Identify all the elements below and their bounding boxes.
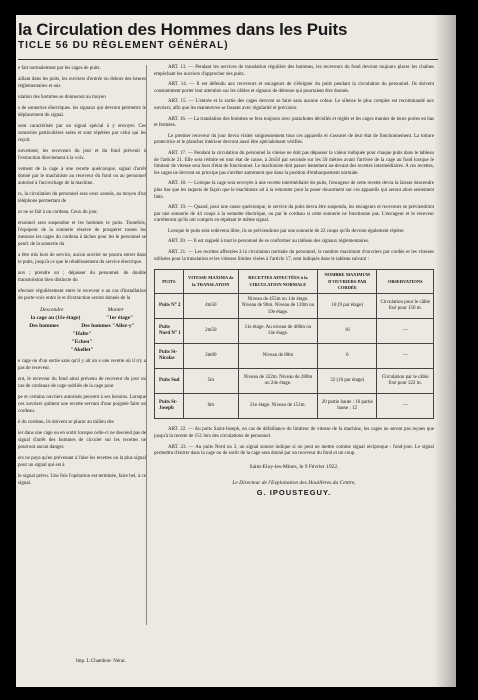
- table-cell: 6: [318, 344, 377, 369]
- article-paragraph: ART. 13. — Pendant les services de translation régulière des hommes, les receveurs du fond devront toujours placer les chaînes empêchant les ouvriers d'approcher des puits.: [154, 65, 434, 77]
- table-header: NOMBRE MAXIMUM D'OUVRIERS PAR CORDÉE: [318, 270, 377, 294]
- left-paragraph: ent, le receveur du fond ainsi prévenu de receveur du jour ou cas de cordeaux de cage oubliés de la cage pour: [18, 377, 146, 389]
- left-paragraph: vement de la cage à une recette quelconque, signal d'arrêt donné par le machiniste au receveur du fond ou au personnel autorisé à l'accrochage de la machine.: [18, 167, 146, 186]
- table-cell: Niveau de 80m: [238, 344, 317, 369]
- table-cell: 6m: [183, 394, 238, 419]
- issue-date: Saint-Eloy-les-Mines, le 9 Février 1922.: [249, 463, 339, 470]
- table-cell: —: [377, 394, 434, 419]
- article-paragraph: ART. 18. — Lorsque la cage sera envoyée à une recette intermédiaire du puits, l'encageur de cette recette devra la laisser descendre plus bas que les taquets de façon que le machiniste ait à la remonter pour la poser doucement sur ces appareils qui seront alors seulement faits.: [154, 181, 434, 200]
- printer-mark: Imp. L.Chambon- Nérac.: [76, 659, 127, 664]
- table-row: [155, 294, 434, 319]
- article-paragraph: ART. 21. — Les recettes affectées à la circulation normale du personnel, le nombre maximum d'ouvriers par cordée et les vitesses utilisées pour la translation et les vitesses limites visées à l'article 17, sont indiqués dans le tableau suivant :: [154, 250, 434, 262]
- table-row: [155, 369, 434, 394]
- table-cell: Puits Sud: [155, 369, 184, 394]
- left-paragraph: le signal prévu. Une fois l'opération est terminée, faire bel, à ce signal.: [18, 474, 146, 486]
- figure-item: Des hommes "Allez-y": [81, 323, 135, 329]
- left-paragraph: s de sonneries électriques. les signaux qui devront permettre le déplacement du signal.: [18, 106, 146, 118]
- right-column: [154, 65, 434, 497]
- table-cell: 11e étage. Au niveau de 406m ou 14e étage.: [238, 319, 317, 344]
- table-cell: 2m50: [183, 319, 238, 344]
- figure-item: "Halte": [72, 331, 92, 337]
- left-paragraph: efectuer régulièrement entre le receveur e au cas d'installation de porte-voix entre le et d'extraction seront donnés de la: [18, 289, 146, 301]
- table-cell: Puits N° 2: [155, 294, 184, 319]
- left-paragraph: sont caractérisés par un signal spécial à y envoyer. Ces sonneries particulières ssées et sont répétées par celui qui les reçoit.: [18, 124, 146, 143]
- figure-item: "Abellet": [70, 347, 94, 353]
- director-line: Le Directeur de l'Exploitation des Houillères du Centre,: [232, 480, 356, 487]
- left-column: [18, 65, 147, 625]
- left-paragraph: ers ne paya qu'en prévenant à l'aise les recettes ou la plus signal pour un signal qui est à: [18, 456, 146, 468]
- left-paragraph: e cage ou d'un sortie sans qu'il y ait un e une recette où il n'y a pas de receveur.: [18, 359, 146, 371]
- left-paragraph: ouvement, les receveurs du jour et du fond prévenir à l'extraction directement à la voix.: [18, 149, 146, 161]
- article-paragraph: ART. 20. — Il est rappelé à tout le personnel de se conformer au tableau des signaux réglementaires.: [168, 239, 370, 245]
- table-cell: Puits St-Nicolas: [155, 344, 184, 369]
- table-cell: 18 (9 par étage): [318, 294, 377, 319]
- figure-item: "1er étage": [105, 315, 134, 321]
- figure-item: "Echeu": [71, 339, 93, 345]
- table-cell: 21e étage. Niveau de 151m.: [238, 394, 317, 419]
- table-cell: 4m50: [183, 294, 238, 319]
- page-title: la Circulation des Hommes dans les Puits: [18, 20, 348, 39]
- table-cell: Niveau de 455m ou 14e étage. Niveau de 96m. Niveau de 120m ou 19e étage.: [238, 294, 317, 319]
- left-paragraph: ulation des hommes se donneront au moyen: [18, 95, 106, 100]
- left-paragraph: rs, la circulation du personnel sera ceux sonnés, au moyen d'un téléphone permettant de: [18, 192, 146, 204]
- article-paragraph: Le premier receveur du jour devra visiter soigneusement tous ces appareils et s'assurer de leur état de fonctionnement. La toiture protectrice et le plancher intérieur devront aussi être spécialement vérifiés.: [154, 133, 434, 146]
- table-cell: Niveau de 322m. Niveau de 280m ou 24e étage.: [238, 369, 317, 394]
- table-cell: Puits St-Joseph: [155, 394, 184, 419]
- table-row: [155, 394, 434, 419]
- signal-figure: [18, 306, 146, 354]
- left-paragraph: é du cordeau, ils doivent se placer au milieu des: [18, 420, 114, 425]
- article-paragraph: Lorsque le puits sera redevenu libre, ils se préviendront par une sonnerie de 22 coups qu'ils devront également répéter.: [168, 228, 405, 234]
- article-paragraph: ART. 22. — Au puits Saint-Joseph, en cas de défaillance du limiteur de vitesse de la machine, les cages ne seront pas reçues que jusqu'à la recette de 151 lors des circulations de personnel.: [154, 427, 434, 440]
- notice-sheet: [16, 15, 456, 687]
- signature: G. IPOUSTEGUY.: [256, 488, 332, 498]
- table-row: [155, 344, 434, 369]
- left-paragraph: ur ne se fait à un cordeau. Ceux du jour.: [18, 210, 98, 215]
- article-paragraph: ART. 23. — Au puits Nord no 2, un signal sonore indique si on peut ne mettre comme signal réciproque : fond-jour. Le signal permettra d'entrer dans la cage ou de sortir de la cage sera donné par un receveur du fond et un coup.: [154, 444, 434, 457]
- page-subtitle: TICLE 56 DU RÈGLEMENT GÉNÉRAL): [18, 40, 229, 51]
- figure-item: la cage au (11e étage): [30, 315, 81, 321]
- table-cell: 2m00: [183, 344, 238, 369]
- table-cell: —: [377, 319, 434, 344]
- title-rule: [18, 59, 438, 60]
- left-paragraph: ersonnel sera suspendue et les hommes le puits. Toutefois, l'équipeur de la sonnerie réserve de prospérer toutes les mesures les cages du cordeau à tâches pour les le personnel se pend. de la sonnerie du: [18, 221, 146, 247]
- left-paragraph: a être mis hors de service, aucun ouvrier ne pourra entrer dans le puits, jusqu'à ce que le rétablissement du service électrique.: [18, 253, 146, 265]
- table-cell: 5m: [183, 369, 238, 394]
- table-cell: Puits Nord N° 1: [155, 319, 184, 344]
- article-paragraph: ART. 15. — L'entrée et la sortie des cages devront se faire sans aucune cohue. Le silence le plus complet est recommandé aux ouvriers, afin que les manœuvres se fassent avec régularité et précision.: [154, 99, 434, 111]
- article-paragraph: ART. 19. — Quand, pour une cause quelconque, le service du puits devra être suspendu, les encageurs et receveurs se préviendront par une sonnerie de 44 coups à la sonnette électrique, ou par le cordeau si cette sonnerie ne fonctionne pas. L'encageur et le receveur s'arrêteront qu'ils ont compris en répétant le même signal.: [154, 205, 434, 224]
- left-paragraph: pe et certains ouvriers autorisés peuvent à ses besoins. Lorsque ces ouvriers quittent une recette servant d'une poignée faire un cordeau.: [18, 395, 146, 414]
- table-cell: 16: [318, 319, 377, 344]
- left-paragraph: aux ; prendre un ; dépasser du personnel. de double transmission bien distincte du: [18, 271, 146, 283]
- left-paragraph: aillant dans les puits, les ouvriers d'entrée ou dehors des heures réglementaires et aux: [18, 77, 146, 89]
- table-cell: Circulation par le câble fixé pour 322 m.: [377, 369, 434, 394]
- table-header: OBSERVATIONS: [377, 270, 434, 294]
- shafts-table: [154, 269, 434, 419]
- table-header: RECETTES AFFECTÉES à la CIRCULATION NORMALE: [238, 270, 317, 294]
- left-paragraph: ier dans une cage ou en sortir lorsque celle-ci ne descend pas de signal d'arrêt des hommes de circuler sur les recettes ne pourront aucun danger.: [18, 431, 146, 450]
- figure-item: Des hommes: [29, 323, 59, 329]
- table-header: VITESSE MAXIMA de la TRANSLATION: [183, 270, 238, 294]
- left-paragraph: e fait normalement par les cages de puits.: [18, 66, 101, 71]
- article-paragraph: ART. 14. — Il est défendu aux receveurs et encageurs de s'éloigner du puits pendant la circulation du personnel. Ils doivent constamment porter leur attention sur les câbles et signaux de détresse qui pourraient être donnés.: [154, 82, 434, 94]
- table-row: [155, 319, 434, 344]
- article-paragraph: ART. 17. — Pendant la circulation du personnel la vitesse ne doit pas dépasser la valeur indiquée pour chaque puits dans le tableau de l'article 21. Elle sera réduite en tout état de cause, à 2m50 par seconde sur les 50 mètres avant l'arrivée de la cage au fond lorsque le limiteur de vitesse sera hors d'état de fonctionner. Le machiniste doit passer lentement au-devant des recettes intermédiaires. A ces recettes, les cages ne devront en principe pas s'arrêter autrement que dans la position d'embarquement normale.: [154, 150, 434, 176]
- article-paragraph: ART. 16. — La translation des hommes se fera toujours avec parachutes décollés et réglés et les cages munies de leurs portes en bas et fermées.: [154, 116, 434, 129]
- table-cell: 20 partie haute : 16 partie basse : 12: [318, 394, 377, 419]
- table-cell: —: [377, 344, 434, 369]
- table-cell: 32 (16 par étage): [318, 369, 377, 394]
- table-cell: Circulation pour le câble fixé pour 150 m.: [377, 294, 434, 319]
- figure-right-label: Monter: [107, 307, 124, 313]
- table-header: PUITS: [155, 270, 184, 294]
- table-header-row: [155, 270, 434, 294]
- figure-left-label: Descendre: [40, 307, 64, 313]
